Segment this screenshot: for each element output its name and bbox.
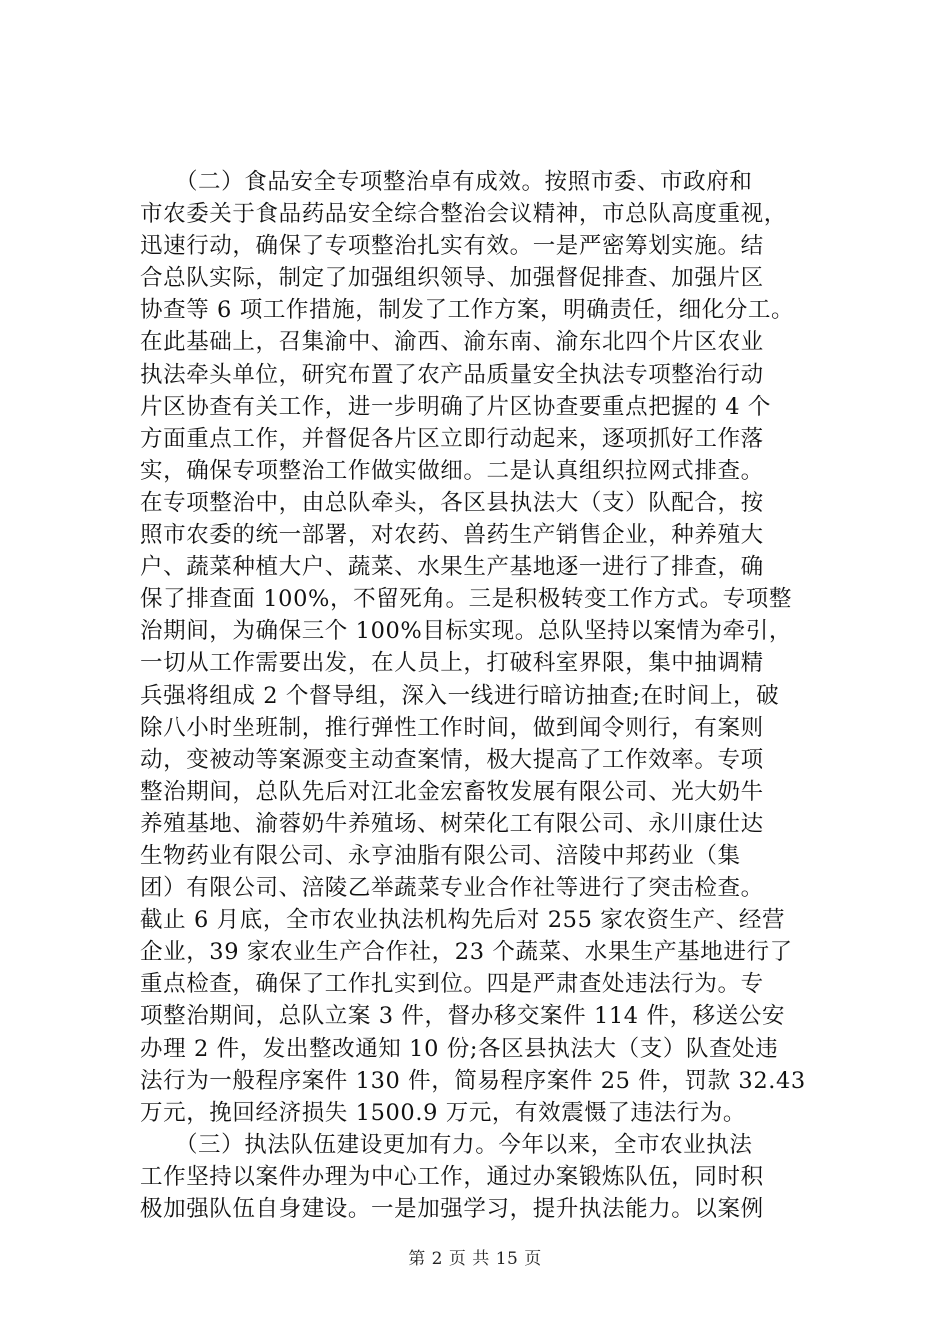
text-line: 团）有限公司、涪陵乙举蔬菜专业合作社等进行了突击检查。 [140,875,764,902]
text-line: （二）食品安全专项整治卓有成效。按照市委、市政府和 [140,169,753,195]
text-line: 户、蔬菜种植大户、蔬菜、水果生产基地逐一进行了排查，确 [140,554,764,581]
text-line: 生物药业有限公司、永亨油脂有限公司、涪陵中邦药业（集 [140,842,741,869]
text-line: 办理 2 件，发出整改通知 10 份;各区县执法大（支）队查处违 [140,1035,779,1062]
text-line: 除八小时坐班制，推行弹性工作时间，做到闻令则行，有案则 [140,714,764,741]
text-line: 工作坚持以案件办理为中心工作，通过办案锻炼队伍，同时积 [140,1163,764,1190]
text-line: 极加强队伍自身建设。一是加强学习，提升执法能力。以案例 [140,1196,764,1222]
text-line: 迅速行动，确保了专项整治扎实有效。一是严密筹划实施。结 [140,233,764,260]
text-line: 截止 6 月底，全市农业执法机构先后对 255 家农资生产、经营 [140,907,786,934]
text-line: 治期间，为确保三个 100%目标实现。总队坚持以案情为牵引， [140,618,792,645]
text-line: 保了排查面 100%，不留死角。三是积极转变工作方式。专项整 [140,586,792,613]
text-line: 动，变被动等案源变主动查案情，极大提高了工作效率。专项 [140,746,764,773]
text-line: 整治期间，总队先后对江北金宏畜牧发展有限公司、光大奶牛 [140,778,764,805]
text-line: （三）执法队伍建设更加有力。今年以来，全市农业执法 [140,1131,753,1158]
text-line: 在专项整治中，由总队牵头，各区县执法大（支）队配合，按 [140,489,764,516]
text-line: 市农委关于食品药品安全综合整治会议精神，市总队高度重视， [140,201,787,228]
text-line: 在此基础上，召集渝中、渝西、渝东南、渝东北四个片区农业 [140,329,764,356]
page-footer: 第 2 页 共 15 页 [408,1249,542,1269]
text-line: 实，确保专项整治工作做实做细。二是认真组织拉网式排查。 [140,457,764,484]
text-line: 企业，39 家农业生产合作社，23 个蔬菜、水果生产基地进行了 [140,939,793,966]
text-line: 养殖基地、渝蓉奶牛养殖场、树荣化工有限公司、永川康仕达 [140,810,764,837]
text-line: 万元，挽回经济损失 1500.9 万元，有效震慑了违法行为。 [140,1099,747,1126]
text-line: 法行为一般程序案件 130 件，简易程序案件 25 件，罚款 32.43 [140,1067,806,1094]
text-line: 兵强将组成 2 个督导组，深入一线进行暗访抽查;在时间上，破 [140,682,780,709]
text-line: 片区协查有关工作，进一步明确了片区协查要重点把握的 4 个 [140,393,772,420]
text-line: 照市农委的统一部署，对农药、兽药生产销售企业，种养殖大 [140,522,764,549]
text-line: 项整治期间，总队立案 3 件，督办移交案件 114 件，移送公安 [140,1003,786,1030]
body-text [140,166,840,1225]
text-line: 重点检查，确保了工作扎实到位。四是严肃查处违法行为。专 [140,971,764,998]
text-line: 方面重点工作，并督促各片区立即行动起来，逐项抓好工作落 [140,425,764,452]
text-line: 执法牵头单位，研究布置了农产品质量安全执法专项整治行动 [140,361,764,388]
text-line: 协查等 6 项工作措施，制发了工作方案，明确责任，细化分工。 [140,297,795,324]
text-line: 合总队实际，制定了加强组织领导、加强督促排查、加强片区 [140,265,764,292]
text-line: 一切从工作需要出发，在人员上，打破科室界限，集中抽调精 [140,650,764,677]
